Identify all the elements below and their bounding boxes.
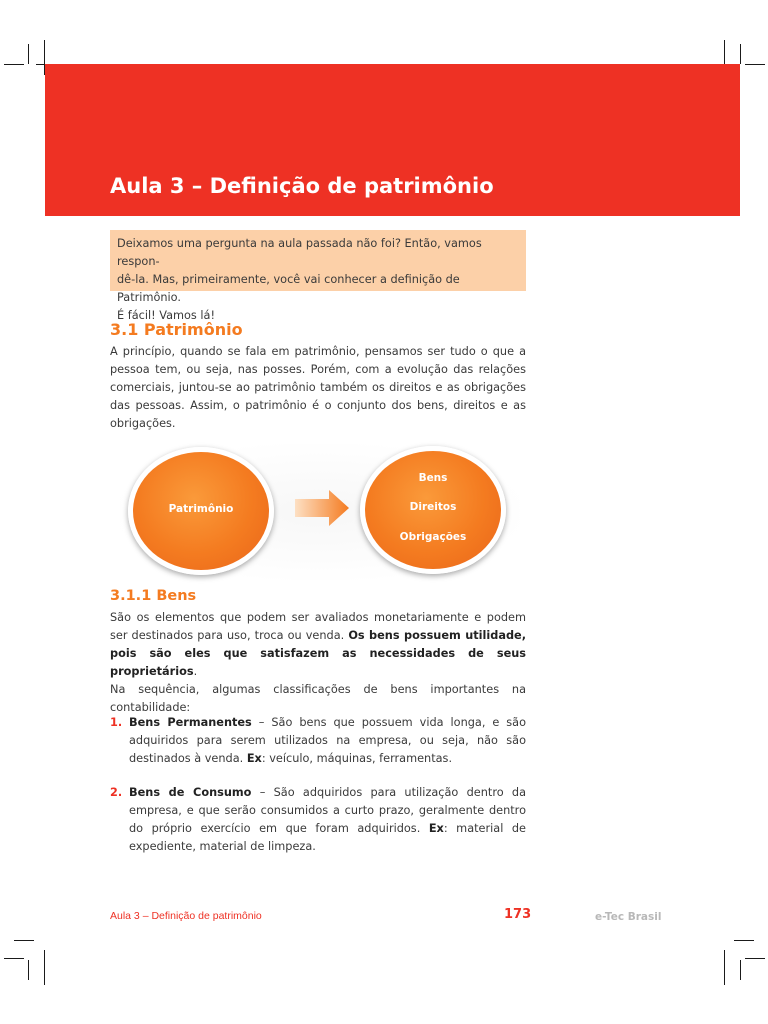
page-number: 173 xyxy=(504,907,532,922)
components-oval xyxy=(360,446,506,574)
list-item xyxy=(110,714,526,768)
example-label: Ex xyxy=(428,822,444,835)
direitos-label: Direitos xyxy=(409,501,457,513)
list-item-text: – São adquiridos para utilização dentro da empresa, e que serão consumidos a curto prazo, geralmente dentro do próprio exercício em que foram adquiridos. xyxy=(129,786,527,835)
obrigacoes-label: Obrigações xyxy=(399,531,467,543)
crop-mark xyxy=(740,44,741,64)
crop-mark xyxy=(4,958,24,959)
list-item-term: Bens Permanentes xyxy=(129,716,252,729)
crop-mark xyxy=(28,960,29,980)
patrimonio-label: Patrimônio xyxy=(168,503,234,515)
list-item-body xyxy=(129,714,526,768)
bens-paragraph-start: São os elementos que podem ser avaliados monetariamente e podem ser destinados para uso, troca ou venda. xyxy=(110,611,526,642)
list-number: 1. xyxy=(110,716,123,729)
intro-box xyxy=(110,230,526,322)
list-item-term: Bens de Consumo xyxy=(129,786,252,799)
list-number: 2. xyxy=(110,786,123,799)
example-label: Ex xyxy=(246,752,262,765)
bens-paragraph-end: . xyxy=(193,665,198,678)
intro-line: É fácil! Vamos lá! xyxy=(117,309,215,322)
patrimonio-paragraph: A princípio, quando se fala em patrimônio, pensamos ser tudo o que a pessoa tem, ou seja, nas posses. Porém, com a evolução das relações comerciais, juntou-se ao patrimônio também os direitos e as obrigações das pessoas. Assim, o patrimônio é o conjunto dos bens, direitos e as obrigações. xyxy=(110,345,526,430)
section-heading-patrimonio: 3.1 Patrimônio xyxy=(110,320,243,339)
right-arrow-icon xyxy=(293,488,353,528)
crop-mark xyxy=(734,940,754,941)
intro-line: dê-la. Mas, primeiramente, você vai conhecer a definição de Patrimônio. xyxy=(117,273,460,304)
example-text: : material de expediente, material de limpeza. xyxy=(129,822,526,853)
list-item-body xyxy=(129,784,526,856)
list-item-text: – São bens que possuem vida longa, e são adquiridos para serem utilizados na empresa, ou seja, não são destinados à venda. xyxy=(129,716,527,765)
crop-mark xyxy=(740,960,741,980)
crop-mark xyxy=(14,940,34,941)
bens-paragraph-emphasis: Os bens possuem utilidade, pois são eles que satisfazem as necessidades de seus proprietários xyxy=(110,629,527,678)
crop-mark xyxy=(36,64,44,65)
example-text: : veículo, máquinas, ferramentas. xyxy=(261,752,453,765)
crop-mark xyxy=(28,44,29,64)
bens-paragraph xyxy=(110,609,526,681)
crop-mark xyxy=(745,958,765,959)
crop-mark xyxy=(724,950,725,985)
patrimonio-oval xyxy=(128,447,274,575)
lesson-title: Aula 3 – Definição de patrimônio xyxy=(110,174,494,198)
crop-mark xyxy=(44,950,45,985)
footer-lesson-title: Aula 3 – Definição de patrimônio xyxy=(110,910,262,922)
crop-mark xyxy=(745,64,765,65)
crop-mark xyxy=(4,64,24,65)
bens-label: Bens xyxy=(418,472,448,484)
list-item xyxy=(110,784,526,856)
footer-brand: e-Tec Brasil xyxy=(595,911,662,923)
sequence-paragraph: Na sequência, algumas classificações de bens importantes na contabilidade: xyxy=(110,683,526,714)
intro-line: Deixamos uma pergunta na aula passada não foi? Então, vamos respon- xyxy=(117,237,482,268)
section-heading-bens: 3.1.1 Bens xyxy=(110,588,197,604)
patrimonio-diagram xyxy=(120,444,520,580)
